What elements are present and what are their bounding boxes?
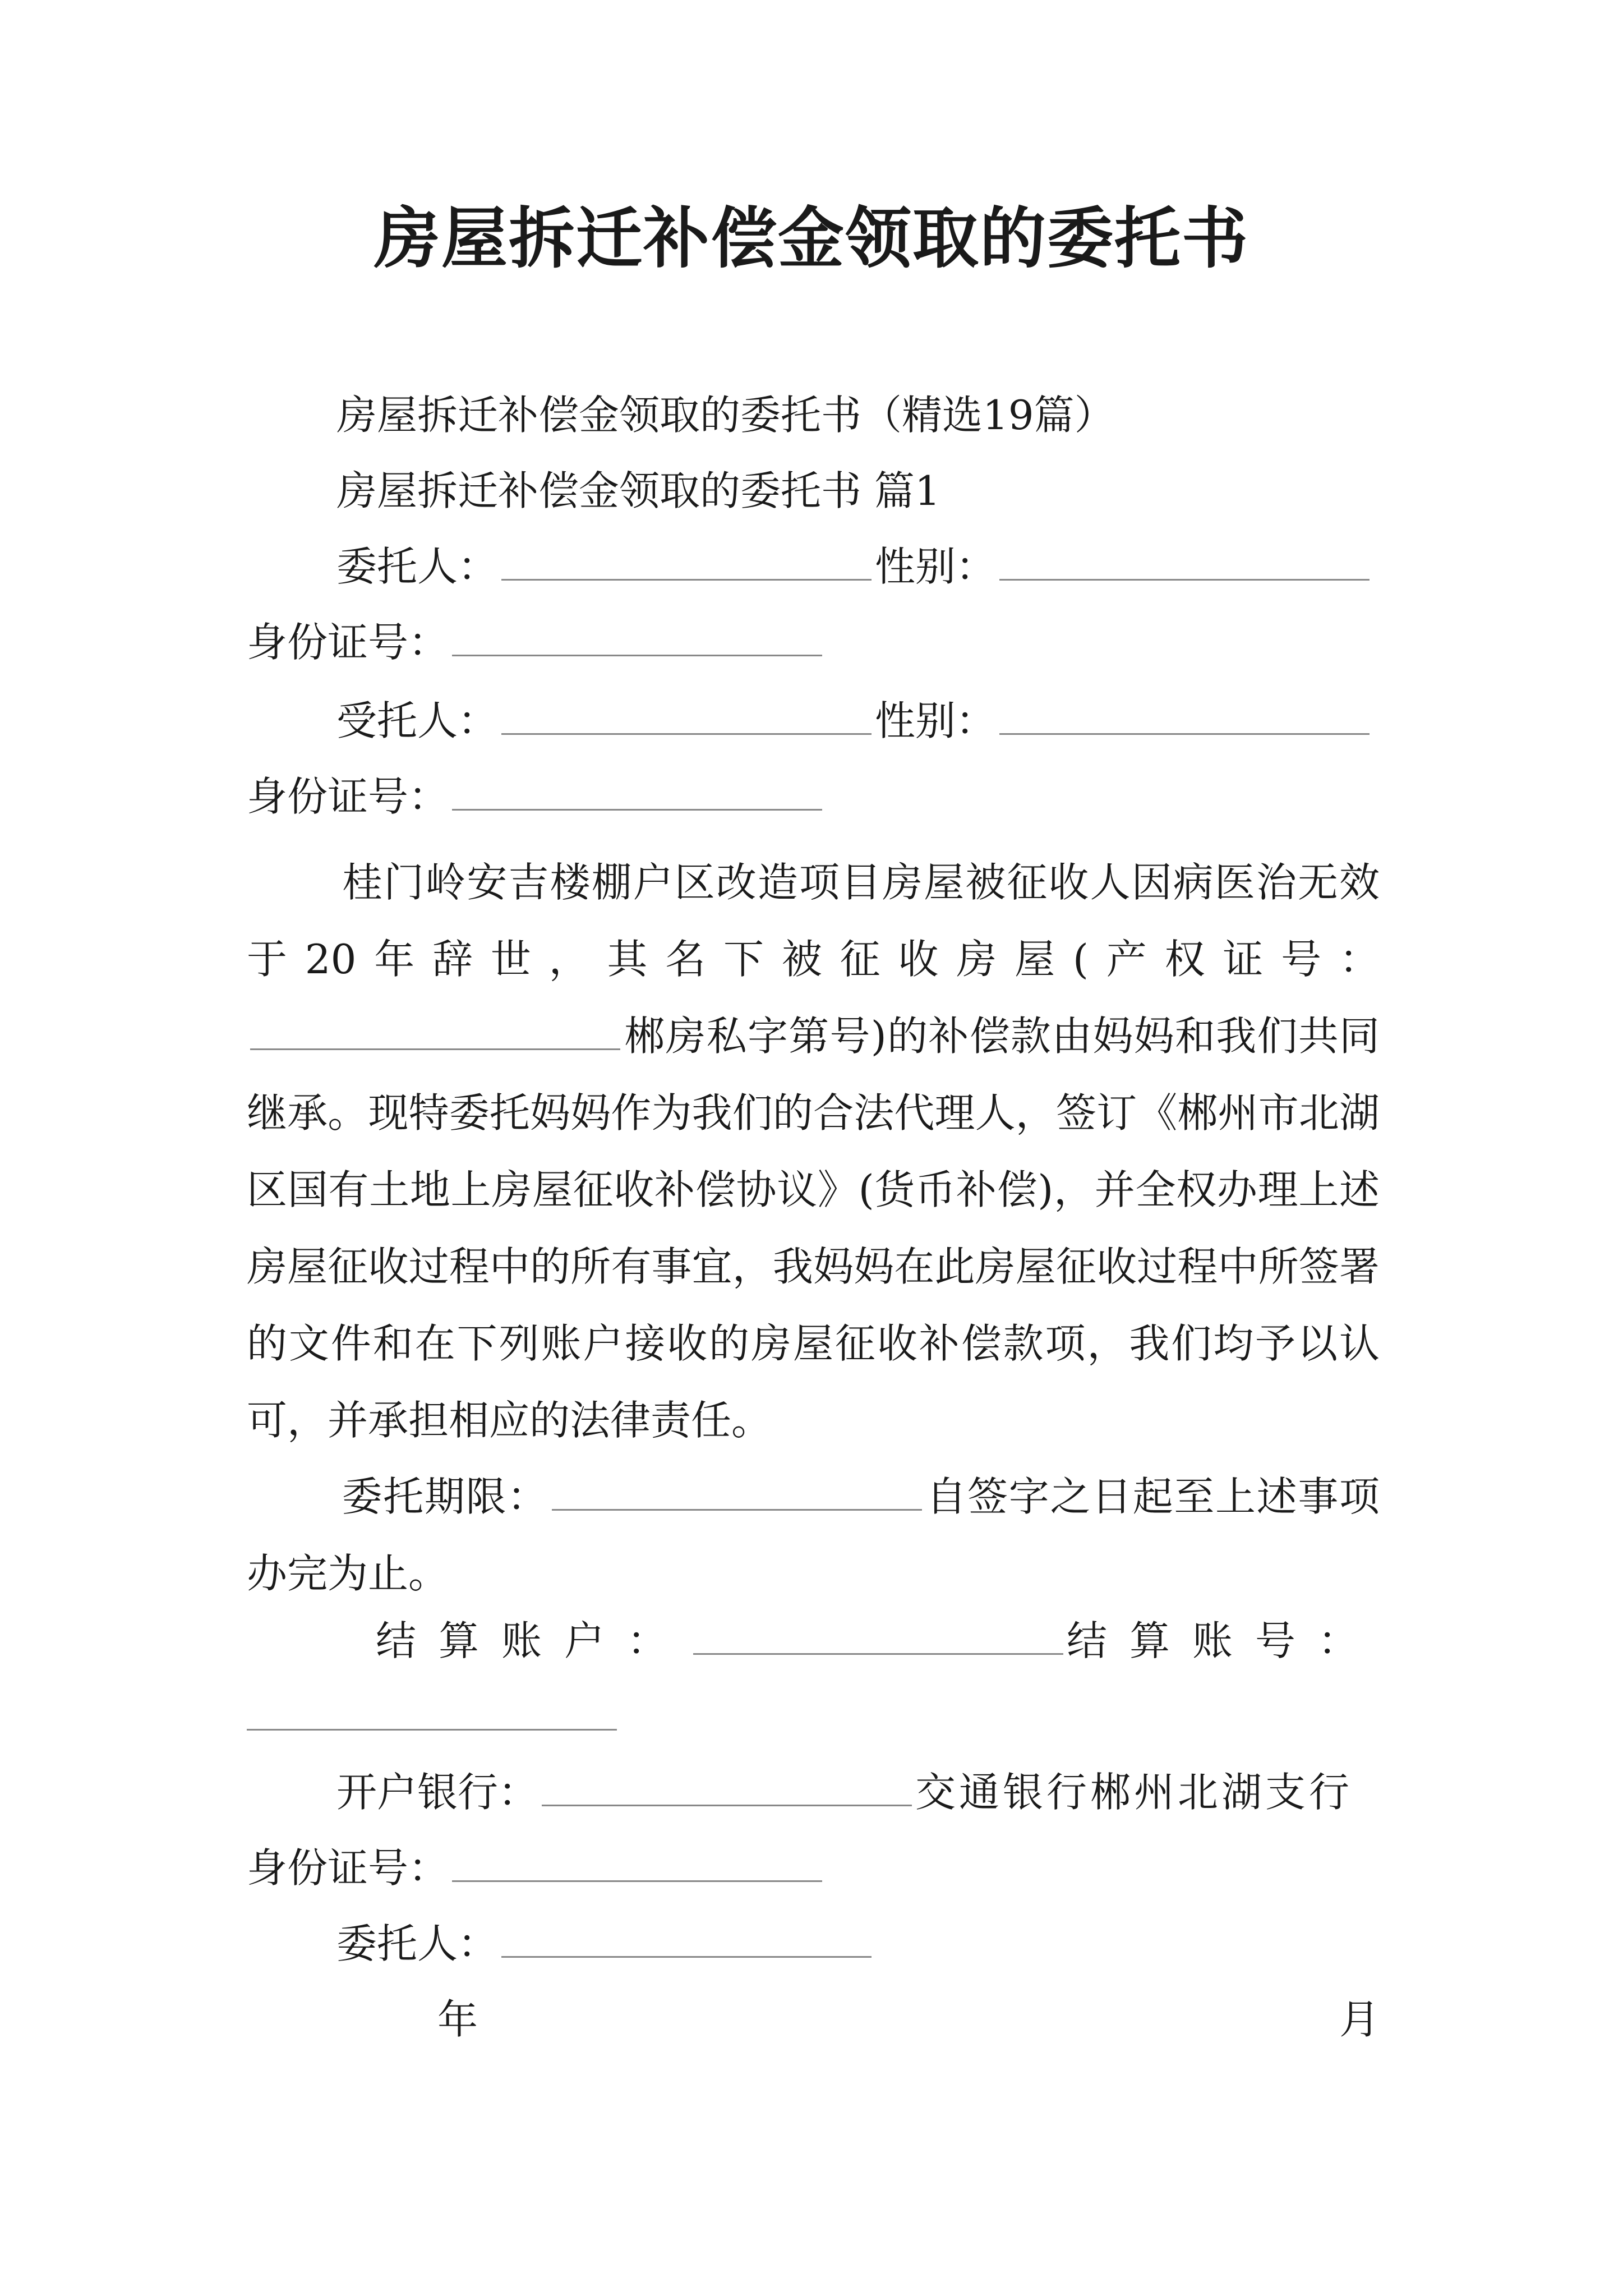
bank-blank[interactable] [542,1770,912,1806]
principal-id-blank[interactable] [452,620,822,656]
property-cert-blank[interactable] [250,1014,620,1050]
agent-gender-label: 性别： [875,697,997,744]
principal-id-row [247,614,826,670]
document-subtitle: 房屋拆迁补偿金领取的委托书（精选19篇） [336,392,1115,439]
account-row [376,1613,1380,1669]
principal-name-blank[interactable] [501,544,872,581]
document-title: 房屋拆迁补偿金领取的委托书 [374,200,1249,277]
signature-row [336,1916,875,1972]
agent-gender-blank[interactable] [999,698,1370,735]
date-month: 月 [1339,1996,1380,2043]
principal-label: 委托人： [336,543,499,590]
signature-blank[interactable] [501,1921,872,1958]
agent-label: 受托人： [336,697,499,744]
account-no-blank[interactable] [247,1694,617,1731]
term-blank[interactable] [552,1474,922,1511]
agent-id-label: 身份证号： [247,773,449,820]
term-paragraph [247,1458,1380,1612]
signature-label: 委托人： [336,1920,499,1967]
term-text: 自签字之日起至上述事项办完为止。 [247,1473,1380,1597]
principal-row [336,539,1373,595]
account-blank[interactable] [693,1618,1063,1655]
bank-label: 开户银行： [336,1769,539,1816]
section-heading: 房屋拆迁补偿金领取的委托书 篇1 [336,467,940,514]
bank-id-label: 身份证号： [247,1844,449,1892]
bank-name: 交通银行郴州北湖支行 [915,1769,1353,1816]
account-no-row [247,1688,620,1745]
main-paragraph [247,844,1380,1459]
agent-id-row [247,769,826,825]
account-label: 结算账户： [376,1617,690,1664]
paragraph-part2: 郴房私字第号)的补偿款由妈妈和我们共同继承。现特委托妈妈作为我们的合法代理人，签订《郴州市北湖区国有土地上房屋征收补偿协议》(货币补偿)，并全权办理上述房屋征收过程中的所有事宜，我妈妈在此房屋征收过程中所签署的文件和在下列账户接收的房屋征收补偿款项，我们均予以认可，并承担相应的法律责任。 [247,1013,1380,1444]
agent-name-blank[interactable] [501,698,872,735]
agent-id-blank[interactable] [452,774,822,811]
bank-id-row [247,1840,826,1896]
agent-row [336,693,1373,749]
term-label: 委托期限： [341,1473,548,1520]
paragraph-part1: 桂门岭安吉楼棚户区改造项目房屋被征收人因病医治无效于20年辞世，其名下被征收房屋(产权证号： [247,859,1380,983]
principal-gender-label: 性别： [875,543,997,590]
account-no-label: 结算账号： [1067,1617,1381,1664]
principal-gender-blank[interactable] [999,544,1370,581]
date-year: 年 [437,1996,478,2043]
bank-row [336,1764,1380,1820]
bank-id-blank[interactable] [452,1846,822,1882]
principal-id-label: 身份证号： [247,619,449,666]
